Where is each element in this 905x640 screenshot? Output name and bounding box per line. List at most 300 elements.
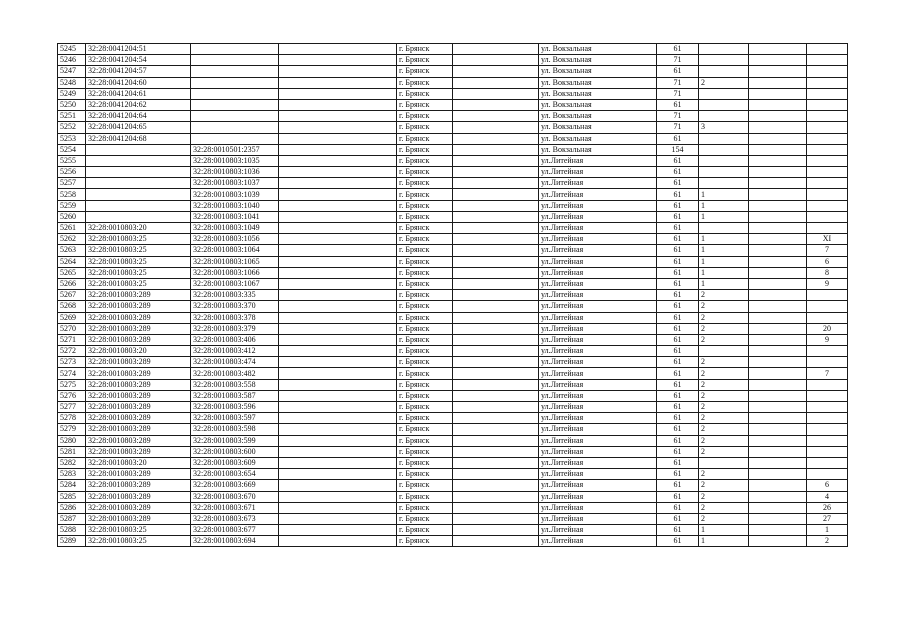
city-cell: г. Брянск bbox=[397, 301, 453, 312]
street-cell: ул. Вокзальная bbox=[539, 99, 657, 110]
count-cell: 2 bbox=[699, 357, 749, 368]
building-number-cell: 32:28:0010803:1035 bbox=[191, 155, 279, 166]
parcel-number-cell: 32:28:0041204:64 bbox=[86, 111, 191, 122]
row-number-cell: 5276 bbox=[58, 390, 86, 401]
blank-cell bbox=[453, 323, 539, 334]
parcel-number-cell: 32:28:0041204:51 bbox=[86, 44, 191, 55]
blank-cell bbox=[279, 245, 397, 256]
parcel-number-cell: 32:28:0041204:68 bbox=[86, 133, 191, 144]
section-cell: 61 bbox=[657, 133, 699, 144]
parcel-number-cell bbox=[86, 200, 191, 211]
parcel-number-cell: 32:28:0041204:54 bbox=[86, 55, 191, 66]
blank-cell bbox=[279, 66, 397, 77]
blank-cell bbox=[453, 155, 539, 166]
extra-cell: 9 bbox=[807, 278, 848, 289]
street-cell: ул.Литейная bbox=[539, 290, 657, 301]
city-cell: г. Брянск bbox=[397, 457, 453, 468]
section-cell: 61 bbox=[657, 211, 699, 222]
row-number-cell: 5263 bbox=[58, 245, 86, 256]
blank-cell bbox=[453, 278, 539, 289]
blank-cell bbox=[279, 267, 397, 278]
blank-cell bbox=[453, 446, 539, 457]
street-cell: ул.Литейная bbox=[539, 457, 657, 468]
row-number-cell: 5252 bbox=[58, 122, 86, 133]
table-row bbox=[58, 312, 848, 323]
building-number-cell: 32:28:0010803:671 bbox=[191, 502, 279, 513]
blank-cell bbox=[453, 211, 539, 222]
table-row bbox=[58, 513, 848, 524]
table-row bbox=[58, 290, 848, 301]
blank-cell bbox=[453, 88, 539, 99]
parcel-number-cell: 32:28:0041204:62 bbox=[86, 99, 191, 110]
blank-cell bbox=[749, 513, 807, 524]
table-row bbox=[58, 346, 848, 357]
blank-cell bbox=[453, 346, 539, 357]
street-cell: ул. Вокзальная bbox=[539, 133, 657, 144]
blank-cell bbox=[279, 312, 397, 323]
parcel-number-cell: 32:28:0010803:25 bbox=[86, 256, 191, 267]
city-cell: г. Брянск bbox=[397, 435, 453, 446]
table-row bbox=[58, 122, 848, 133]
extra-cell bbox=[807, 390, 848, 401]
blank-cell bbox=[749, 368, 807, 379]
parcel-number-cell: 32:28:0041204:65 bbox=[86, 122, 191, 133]
table-row bbox=[58, 402, 848, 413]
parcel-number-cell: 32:28:0010803:289 bbox=[86, 480, 191, 491]
row-number-cell: 5266 bbox=[58, 278, 86, 289]
street-cell: ул.Литейная bbox=[539, 413, 657, 424]
blank-cell bbox=[749, 133, 807, 144]
section-cell: 71 bbox=[657, 88, 699, 99]
table-row bbox=[58, 469, 848, 480]
blank-cell bbox=[749, 457, 807, 468]
extra-cell: 20 bbox=[807, 323, 848, 334]
blank-cell bbox=[453, 167, 539, 178]
blank-cell bbox=[749, 480, 807, 491]
city-cell: г. Брянск bbox=[397, 88, 453, 99]
extra-cell bbox=[807, 133, 848, 144]
extra-cell bbox=[807, 66, 848, 77]
blank-cell bbox=[749, 267, 807, 278]
blank-cell bbox=[279, 480, 397, 491]
section-cell: 61 bbox=[657, 66, 699, 77]
blank-cell bbox=[749, 99, 807, 110]
city-cell: г. Брянск bbox=[397, 234, 453, 245]
table-row bbox=[58, 457, 848, 468]
extra-cell: 4 bbox=[807, 491, 848, 502]
row-number-cell: 5271 bbox=[58, 334, 86, 345]
street-cell: ул.Литейная bbox=[539, 200, 657, 211]
blank-cell bbox=[279, 413, 397, 424]
building-number-cell: 32:28:0010803:1039 bbox=[191, 189, 279, 200]
blank-cell bbox=[453, 99, 539, 110]
row-number-cell: 5272 bbox=[58, 346, 86, 357]
building-number-cell bbox=[191, 77, 279, 88]
building-number-cell: 32:28:0010803:406 bbox=[191, 334, 279, 345]
row-number-cell: 5265 bbox=[58, 267, 86, 278]
count-cell: 2 bbox=[699, 368, 749, 379]
table-row bbox=[58, 525, 848, 536]
row-number-cell: 5259 bbox=[58, 200, 86, 211]
count-cell: 2 bbox=[699, 390, 749, 401]
street-cell: ул.Литейная bbox=[539, 167, 657, 178]
street-cell: ул.Литейная bbox=[539, 346, 657, 357]
row-number-cell: 5281 bbox=[58, 446, 86, 457]
parcel-number-cell: 32:28:0010803:289 bbox=[86, 435, 191, 446]
building-number-cell: 32:28:0010803:482 bbox=[191, 368, 279, 379]
section-cell: 61 bbox=[657, 536, 699, 547]
parcel-number-cell bbox=[86, 167, 191, 178]
street-cell: ул.Литейная bbox=[539, 502, 657, 513]
table-row bbox=[58, 167, 848, 178]
section-cell: 61 bbox=[657, 457, 699, 468]
street-cell: ул.Литейная bbox=[539, 334, 657, 345]
building-number-cell: 32:28:0010803:1065 bbox=[191, 256, 279, 267]
blank-cell bbox=[279, 368, 397, 379]
street-cell: ул.Литейная bbox=[539, 301, 657, 312]
blank-cell bbox=[279, 457, 397, 468]
city-cell: г. Брянск bbox=[397, 413, 453, 424]
table-row bbox=[58, 189, 848, 200]
blank-cell bbox=[279, 200, 397, 211]
extra-cell: XI bbox=[807, 234, 848, 245]
extra-cell bbox=[807, 301, 848, 312]
count-cell: 2 bbox=[699, 290, 749, 301]
street-cell: ул.Литейная bbox=[539, 480, 657, 491]
row-number-cell: 5268 bbox=[58, 301, 86, 312]
parcel-number-cell: 32:28:0041204:61 bbox=[86, 88, 191, 99]
building-number-cell: 32:28:0010803:412 bbox=[191, 346, 279, 357]
parcel-number-cell: 32:28:0010803:25 bbox=[86, 536, 191, 547]
row-number-cell: 5277 bbox=[58, 402, 86, 413]
city-cell: г. Брянск bbox=[397, 256, 453, 267]
blank-cell bbox=[453, 536, 539, 547]
street-cell: ул.Литейная bbox=[539, 155, 657, 166]
blank-cell bbox=[453, 234, 539, 245]
city-cell: г. Брянск bbox=[397, 211, 453, 222]
building-number-cell: 32:28:0010803:598 bbox=[191, 424, 279, 435]
section-cell: 61 bbox=[657, 480, 699, 491]
parcel-number-cell: 32:28:0010803:25 bbox=[86, 245, 191, 256]
blank-cell bbox=[453, 424, 539, 435]
city-cell: г. Брянск bbox=[397, 402, 453, 413]
section-cell: 61 bbox=[657, 334, 699, 345]
extra-cell bbox=[807, 167, 848, 178]
building-number-cell: 32:28:0010803:474 bbox=[191, 357, 279, 368]
section-cell: 61 bbox=[657, 267, 699, 278]
parcel-number-cell: 32:28:0010803:289 bbox=[86, 446, 191, 457]
blank-cell bbox=[279, 133, 397, 144]
row-number-cell: 5256 bbox=[58, 167, 86, 178]
table-row bbox=[58, 446, 848, 457]
row-number-cell: 5253 bbox=[58, 133, 86, 144]
blank-cell bbox=[453, 368, 539, 379]
count-cell bbox=[699, 144, 749, 155]
blank-cell bbox=[279, 334, 397, 345]
blank-cell bbox=[453, 457, 539, 468]
building-number-cell: 32:28:0010803:558 bbox=[191, 379, 279, 390]
extra-cell bbox=[807, 99, 848, 110]
building-number-cell bbox=[191, 122, 279, 133]
section-cell: 61 bbox=[657, 502, 699, 513]
city-cell: г. Брянск bbox=[397, 346, 453, 357]
building-number-cell: 32:28:0010803:654 bbox=[191, 469, 279, 480]
blank-cell bbox=[749, 278, 807, 289]
building-number-cell: 32:28:0010803:1036 bbox=[191, 167, 279, 178]
blank-cell bbox=[453, 480, 539, 491]
blank-cell bbox=[453, 144, 539, 155]
parcel-number-cell: 32:28:0010803:289 bbox=[86, 491, 191, 502]
blank-cell bbox=[749, 290, 807, 301]
blank-cell bbox=[453, 256, 539, 267]
street-cell: ул. Вокзальная bbox=[539, 111, 657, 122]
blank-cell bbox=[279, 111, 397, 122]
city-cell: г. Брянск bbox=[397, 390, 453, 401]
blank-cell bbox=[453, 301, 539, 312]
street-cell: ул.Литейная bbox=[539, 435, 657, 446]
table-row bbox=[58, 245, 848, 256]
extra-cell bbox=[807, 357, 848, 368]
street-cell: ул.Литейная bbox=[539, 256, 657, 267]
row-number-cell: 5250 bbox=[58, 99, 86, 110]
extra-cell: 6 bbox=[807, 480, 848, 491]
building-number-cell bbox=[191, 66, 279, 77]
blank-cell bbox=[749, 245, 807, 256]
blank-cell bbox=[749, 178, 807, 189]
blank-cell bbox=[453, 513, 539, 524]
row-number-cell: 5257 bbox=[58, 178, 86, 189]
blank-cell bbox=[279, 155, 397, 166]
blank-cell bbox=[749, 155, 807, 166]
count-cell bbox=[699, 167, 749, 178]
count-cell: 2 bbox=[699, 379, 749, 390]
street-cell: ул.Литейная bbox=[539, 223, 657, 234]
building-number-cell: 32:28:0010803:677 bbox=[191, 525, 279, 536]
row-number-cell: 5254 bbox=[58, 144, 86, 155]
table-row bbox=[58, 502, 848, 513]
table-row bbox=[58, 357, 848, 368]
blank-cell bbox=[279, 491, 397, 502]
building-number-cell: 32:28:0010803:670 bbox=[191, 491, 279, 502]
street-cell: ул.Литейная bbox=[539, 234, 657, 245]
blank-cell bbox=[749, 402, 807, 413]
street-cell: ул. Вокзальная bbox=[539, 66, 657, 77]
extra-cell bbox=[807, 111, 848, 122]
row-number-cell: 5251 bbox=[58, 111, 86, 122]
blank-cell bbox=[749, 413, 807, 424]
blank-cell bbox=[749, 122, 807, 133]
city-cell: г. Брянск bbox=[397, 55, 453, 66]
blank-cell bbox=[279, 502, 397, 513]
parcel-number-cell: 32:28:0010803:289 bbox=[86, 424, 191, 435]
row-number-cell: 5258 bbox=[58, 189, 86, 200]
building-number-cell: 32:28:0010501:2357 bbox=[191, 144, 279, 155]
count-cell bbox=[699, 55, 749, 66]
blank-cell bbox=[453, 357, 539, 368]
city-cell: г. Брянск bbox=[397, 245, 453, 256]
blank-cell bbox=[749, 424, 807, 435]
table-row bbox=[58, 155, 848, 166]
extra-cell bbox=[807, 223, 848, 234]
section-cell: 61 bbox=[657, 178, 699, 189]
blank-cell bbox=[749, 491, 807, 502]
blank-cell bbox=[279, 446, 397, 457]
building-number-cell bbox=[191, 133, 279, 144]
blank-cell bbox=[749, 223, 807, 234]
blank-cell bbox=[279, 223, 397, 234]
table-row bbox=[58, 323, 848, 334]
city-cell: г. Брянск bbox=[397, 122, 453, 133]
blank-cell bbox=[453, 245, 539, 256]
blank-cell bbox=[749, 323, 807, 334]
blank-cell bbox=[749, 469, 807, 480]
row-number-cell: 5255 bbox=[58, 155, 86, 166]
building-number-cell: 32:28:0010803:1056 bbox=[191, 234, 279, 245]
city-cell: г. Брянск bbox=[397, 278, 453, 289]
city-cell: г. Брянск bbox=[397, 502, 453, 513]
city-cell: г. Брянск bbox=[397, 424, 453, 435]
table-row bbox=[58, 66, 848, 77]
extra-cell: 1 bbox=[807, 525, 848, 536]
street-cell: ул.Литейная bbox=[539, 446, 657, 457]
blank-cell bbox=[453, 133, 539, 144]
count-cell: 2 bbox=[699, 502, 749, 513]
street-cell: ул.Литейная bbox=[539, 469, 657, 480]
blank-cell bbox=[279, 88, 397, 99]
section-cell: 61 bbox=[657, 525, 699, 536]
building-number-cell: 32:28:0010803:1037 bbox=[191, 178, 279, 189]
street-cell: ул.Литейная bbox=[539, 379, 657, 390]
table-row bbox=[58, 267, 848, 278]
count-cell: 2 bbox=[699, 446, 749, 457]
street-cell: ул.Литейная bbox=[539, 245, 657, 256]
city-cell: г. Брянск bbox=[397, 178, 453, 189]
section-cell: 61 bbox=[657, 223, 699, 234]
section-cell: 61 bbox=[657, 312, 699, 323]
count-cell: 1 bbox=[699, 536, 749, 547]
street-cell: ул.Литейная bbox=[539, 368, 657, 379]
count-cell bbox=[699, 178, 749, 189]
blank-cell bbox=[279, 189, 397, 200]
section-cell: 61 bbox=[657, 368, 699, 379]
blank-cell bbox=[749, 525, 807, 536]
parcel-number-cell: 32:28:0010803:289 bbox=[86, 312, 191, 323]
count-cell: 2 bbox=[699, 480, 749, 491]
blank-cell bbox=[279, 77, 397, 88]
count-cell bbox=[699, 99, 749, 110]
city-cell: г. Брянск bbox=[397, 446, 453, 457]
count-cell bbox=[699, 88, 749, 99]
blank-cell bbox=[749, 301, 807, 312]
section-cell: 71 bbox=[657, 122, 699, 133]
street-cell: ул.Литейная bbox=[539, 312, 657, 323]
city-cell: г. Брянск bbox=[397, 513, 453, 524]
section-cell: 61 bbox=[657, 357, 699, 368]
building-number-cell: 32:28:0010803:600 bbox=[191, 446, 279, 457]
table-row bbox=[58, 491, 848, 502]
section-cell: 61 bbox=[657, 301, 699, 312]
blank-cell bbox=[749, 44, 807, 55]
street-cell: ул.Литейная bbox=[539, 513, 657, 524]
count-cell: 3 bbox=[699, 122, 749, 133]
street-cell: ул.Литейная bbox=[539, 402, 657, 413]
extra-cell bbox=[807, 312, 848, 323]
count-cell bbox=[699, 66, 749, 77]
city-cell: г. Брянск bbox=[397, 200, 453, 211]
count-cell: 2 bbox=[699, 312, 749, 323]
row-number-cell: 5245 bbox=[58, 44, 86, 55]
city-cell: г. Брянск bbox=[397, 368, 453, 379]
extra-cell bbox=[807, 155, 848, 166]
building-number-cell: 32:28:0010803:597 bbox=[191, 413, 279, 424]
extra-cell bbox=[807, 435, 848, 446]
blank-cell bbox=[279, 301, 397, 312]
blank-cell bbox=[749, 312, 807, 323]
section-cell: 71 bbox=[657, 77, 699, 88]
city-cell: г. Брянск bbox=[397, 334, 453, 345]
count-cell: 1 bbox=[699, 267, 749, 278]
row-number-cell: 5270 bbox=[58, 323, 86, 334]
count-cell: 2 bbox=[699, 513, 749, 524]
building-number-cell bbox=[191, 88, 279, 99]
parcel-number-cell: 32:28:0010803:289 bbox=[86, 334, 191, 345]
table-row bbox=[58, 435, 848, 446]
blank-cell bbox=[749, 144, 807, 155]
extra-cell: 6 bbox=[807, 256, 848, 267]
section-cell: 61 bbox=[657, 402, 699, 413]
table-row bbox=[58, 88, 848, 99]
count-cell: 1 bbox=[699, 278, 749, 289]
parcel-number-cell bbox=[86, 189, 191, 200]
section-cell: 61 bbox=[657, 435, 699, 446]
registry-table bbox=[57, 43, 848, 547]
section-cell: 61 bbox=[657, 469, 699, 480]
building-number-cell: 32:28:0010803:596 bbox=[191, 402, 279, 413]
section-cell: 61 bbox=[657, 256, 699, 267]
extra-cell bbox=[807, 413, 848, 424]
city-cell: г. Брянск bbox=[397, 379, 453, 390]
table-row bbox=[58, 44, 848, 55]
extra-cell bbox=[807, 290, 848, 301]
street-cell: ул.Литейная bbox=[539, 525, 657, 536]
street-cell: ул.Литейная bbox=[539, 178, 657, 189]
blank-cell bbox=[279, 178, 397, 189]
street-cell: ул. Вокзальная bbox=[539, 77, 657, 88]
extra-cell bbox=[807, 77, 848, 88]
count-cell bbox=[699, 457, 749, 468]
section-cell: 61 bbox=[657, 290, 699, 301]
extra-cell bbox=[807, 469, 848, 480]
building-number-cell: 32:28:0010803:1066 bbox=[191, 267, 279, 278]
table-row bbox=[58, 133, 848, 144]
extra-cell bbox=[807, 200, 848, 211]
table-row bbox=[58, 211, 848, 222]
blank-cell bbox=[453, 379, 539, 390]
blank-cell bbox=[453, 189, 539, 200]
count-cell: 1 bbox=[699, 234, 749, 245]
extra-cell bbox=[807, 88, 848, 99]
blank-cell bbox=[453, 469, 539, 480]
blank-cell bbox=[279, 55, 397, 66]
blank-cell bbox=[749, 88, 807, 99]
parcel-number-cell: 32:28:0010803:20 bbox=[86, 346, 191, 357]
extra-cell bbox=[807, 55, 848, 66]
blank-cell bbox=[453, 312, 539, 323]
section-cell: 61 bbox=[657, 323, 699, 334]
blank-cell bbox=[279, 536, 397, 547]
table-row bbox=[58, 301, 848, 312]
table-row bbox=[58, 424, 848, 435]
